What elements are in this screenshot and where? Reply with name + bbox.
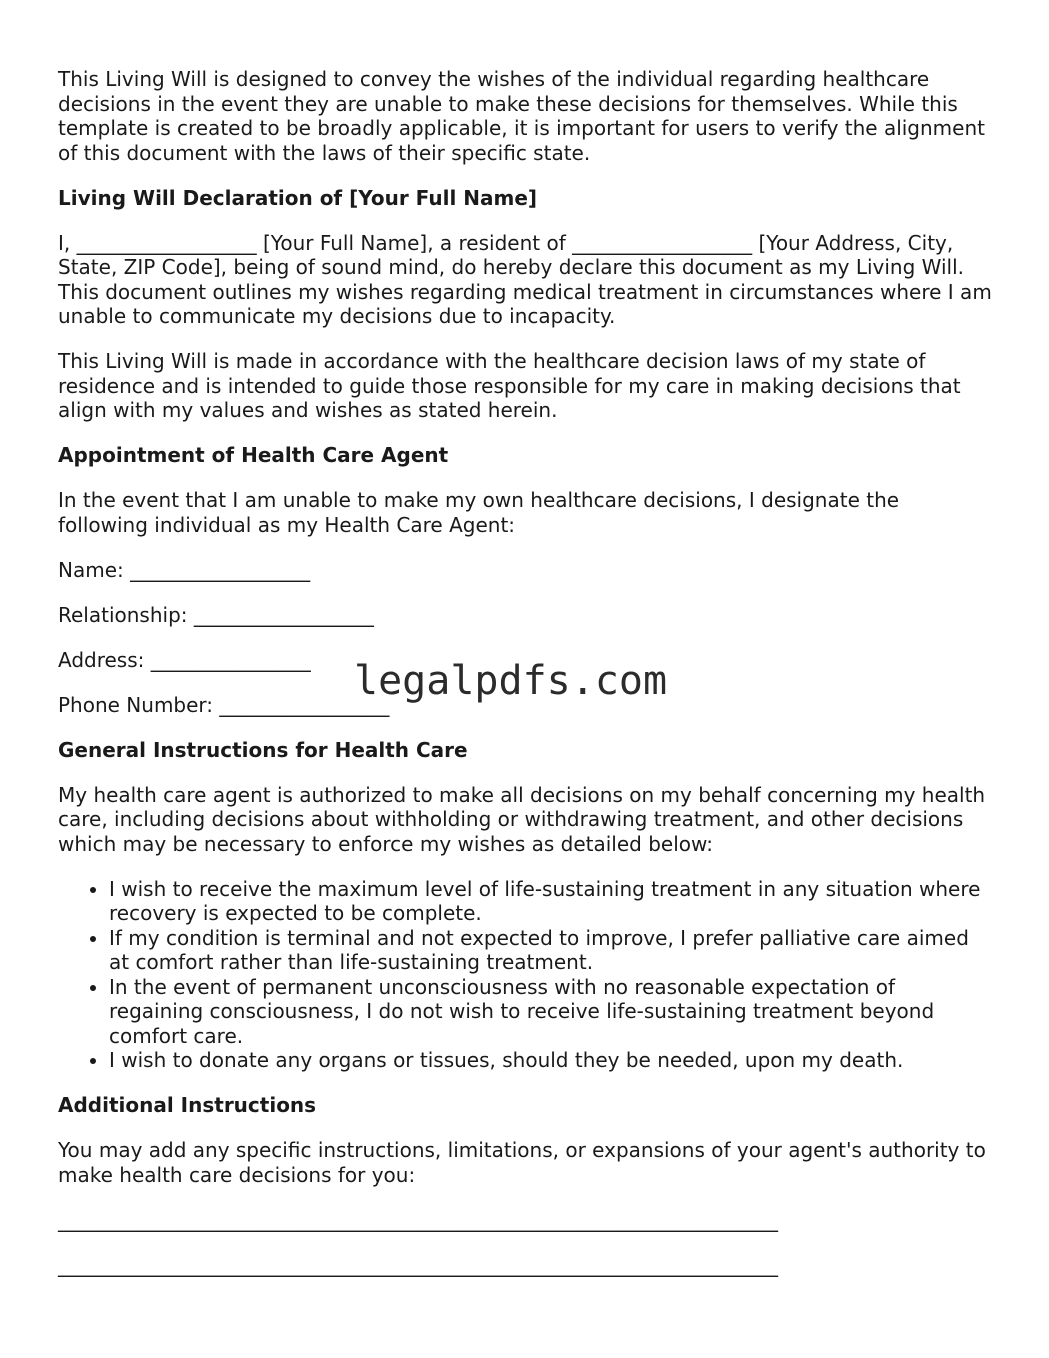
general-paragraph: My health care agent is authorized to make all decisions on my behalf concerning my health care, including decisions about withholding or withdrawing treatment, and other decisions which may be necessary to enforce my wishes as detailed below: [58, 782, 986, 856]
list-item: • I wish to receive the maximum level of life-sustaining treatment in any situation where recovery is expected to be complete. [109, 877, 993, 926]
list-item: • In the event of permanent unconsciousness with no reasonable expectation of regaining consciousness, I do not wish to receive life-sustaining treatment beyond comfort care. [109, 975, 993, 1049]
agent-address-field: Address: ________________ [58, 647, 311, 672]
intro-paragraph: This Living Will is designed to convey the wishes of the individual regarding healthcare decisions in the event they are unable to make these decisions for themselves. While this template is created to be broadly applicable, it is important for users to verify the alignment of this document with the laws of their specific state. [58, 67, 985, 165]
agent-paragraph: In the event that I am unable to make my own healthcare decisions, I designate the following individual as my Health Care Agent: [58, 488, 900, 537]
general-heading: General Instructions for Health Care [58, 737, 468, 762]
agent-relationship-field: Relationship: __________________ [58, 602, 374, 627]
additional-heading: Additional Instructions [58, 1093, 317, 1117]
declaration-heading: Living Will Declaration of [Your Full Name] [58, 185, 538, 210]
agent-heading: Appointment of Health Care Agent [58, 443, 449, 467]
watermark: legalpdfs.com [354, 658, 668, 704]
blank-line-1: ________________________________________________________________________ [58, 1207, 778, 1232]
additional-paragraph: You may add any specific instructions, limitations, or expansions of your agent's authority to make health care decisions for you: [58, 1138, 986, 1187]
agent-name-field: Name: __________________ [58, 557, 311, 582]
list-item: • I wish to donate any organs or tissues, should they be needed, upon my death. [109, 1048, 993, 1073]
list-item: • If my condition is terminal and not expected to improve, I prefer palliative care aimed at comfort rather than life-sustaining treatment. [109, 926, 993, 975]
declaration-laws-paragraph: This Living Will is made in accordance with the healthcare decision laws of my state of residence and is intended to guide those responsible for my care in making decisions that align with my values and wishes as stated herein. [58, 349, 961, 422]
declaration-paragraph: I, __________________ [Your Full Name], a resident of __________________ [Your Address, City, State, ZIP Code], being of sound mind, do hereby declare this document as my Living Will. This document outlines my wishes regarding medical treatment in circumstances where I am unable to communicate my decisions due to incapacity. [58, 230, 992, 328]
instructions-list [58, 877, 993, 1073]
agent-phone-field: Phone Number: _________________ [58, 692, 390, 717]
blank-line-2: ________________________________________________________________________ [58, 1252, 778, 1277]
